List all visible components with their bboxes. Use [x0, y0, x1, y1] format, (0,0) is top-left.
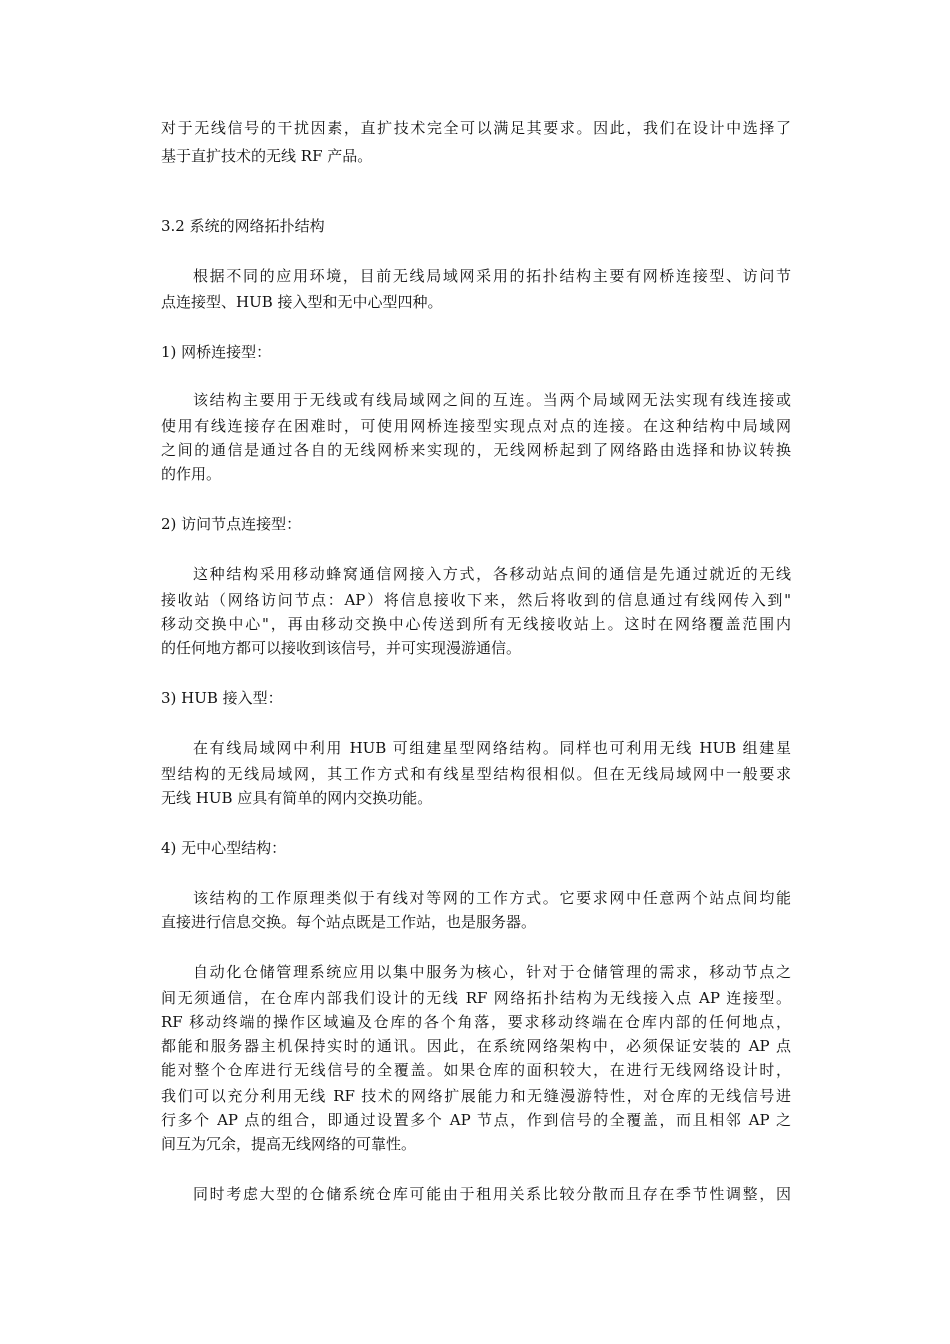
body-text-line: 使用有线连接存在困难时，可使用网桥连接型实现点对点的连接。在这种结构中局域网	[161, 417, 791, 435]
body-text-line: 移动交换中心"，再由移动交换中心传送到所有无线接收站上。这时在网络覆盖范围内	[161, 615, 791, 633]
body-text-line: 间互为冗余，提高无线网络的可靠性。	[161, 1135, 417, 1153]
body-text-line: 之间的通信是通过各自的无线网桥来实现的，无线网桥起到了网络路由选择和协议转换	[161, 441, 791, 459]
body-text-line: RF 移动终端的操作区域遍及仓库的各个角落，要求移动终端在仓库内部的任何地点，	[161, 1013, 791, 1031]
body-text-line: 直接进行信息交换。每个站点既是工作站，也是服务器。	[161, 913, 537, 931]
body-text-line: 同时考虑大型的仓储系统仓库可能由于租用关系比较分散而且存在季节性调整，因	[193, 1185, 791, 1203]
body-text-line: 我们可以充分利用无线 RF 技术的网络扩展能力和无缝漫游特性，对仓库的无线信号进	[161, 1087, 791, 1105]
section-heading: 3.2 系统的网络拓扑结构	[161, 217, 325, 235]
body-text-line: 无线 HUB 应具有简单的网内交换功能。	[161, 789, 433, 807]
subheading: 2) 访问节点连接型：	[161, 515, 302, 533]
body-text-line: 行多个 AP 点的组合，即通过设置多个 AP 节点，作到信号的全覆盖，而且相邻 AP 之	[161, 1111, 791, 1129]
body-text-line: 都能和服务器主机保持实时的通讯。因此，在系统网络架构中，必须保证安装的 AP 点	[161, 1037, 791, 1055]
body-text-line: 在有线局域网中利用 HUB 可组建星型网络结构。同样也可利用无线 HUB 组建星	[193, 739, 791, 757]
subheading: 1) 网桥连接型：	[161, 343, 272, 361]
body-text-line: 能对整个仓库进行无线信号的全覆盖。如果仓库的面积较大，在进行无线网络设计时，	[161, 1061, 791, 1079]
body-text-line: 对于无线信号的干扰因素，直扩技术完全可以满足其要求。因此，我们在设计中选择了	[161, 119, 791, 137]
body-text-line: 基于直扩技术的无线 RF 产品。	[161, 147, 373, 165]
body-text-line: 该结构主要用于无线或有线局域网之间的互连。当两个局域网无法实现有线连接或	[193, 391, 791, 409]
body-text-line: 的作用。	[161, 465, 222, 483]
body-text-line: 根据不同的应用环境，目前无线局域网采用的拓扑结构主要有网桥连接型、访问节	[193, 267, 791, 285]
body-text-line: 间无须通信，在仓库内部我们设计的无线 RF 网络拓扑结构为无线接入点 AP 连接型。	[161, 989, 791, 1007]
subheading: 3) HUB 接入型：	[161, 689, 283, 707]
subheading: 4) 无中心型结构：	[161, 839, 287, 857]
body-text-line: 点连接型、HUB 接入型和无中心型四种。	[161, 293, 443, 311]
body-text-line: 的任何地方都可以接收到该信号，并可实现漫游通信。	[161, 639, 522, 657]
body-text-line: 这种结构采用移动蜂窝通信网接入方式，各移动站点间的通信是先通过就近的无线	[193, 565, 791, 583]
body-text-line: 该结构的工作原理类似于有线对等网的工作方式。它要求网中任意两个站点间均能	[193, 889, 791, 907]
body-text-line: 型结构的无线局域网，其工作方式和有线星型结构很相似。但在无线局域网中一般要求	[161, 765, 791, 783]
body-text-line: 自动化仓储管理系统应用以集中服务为核心，针对于仓储管理的需求，移动节点之	[193, 963, 791, 981]
body-text-line: 接收站（网络访问节点：AP）将信息接收下来，然后将收到的信息通过有线网传入到"	[161, 591, 791, 609]
